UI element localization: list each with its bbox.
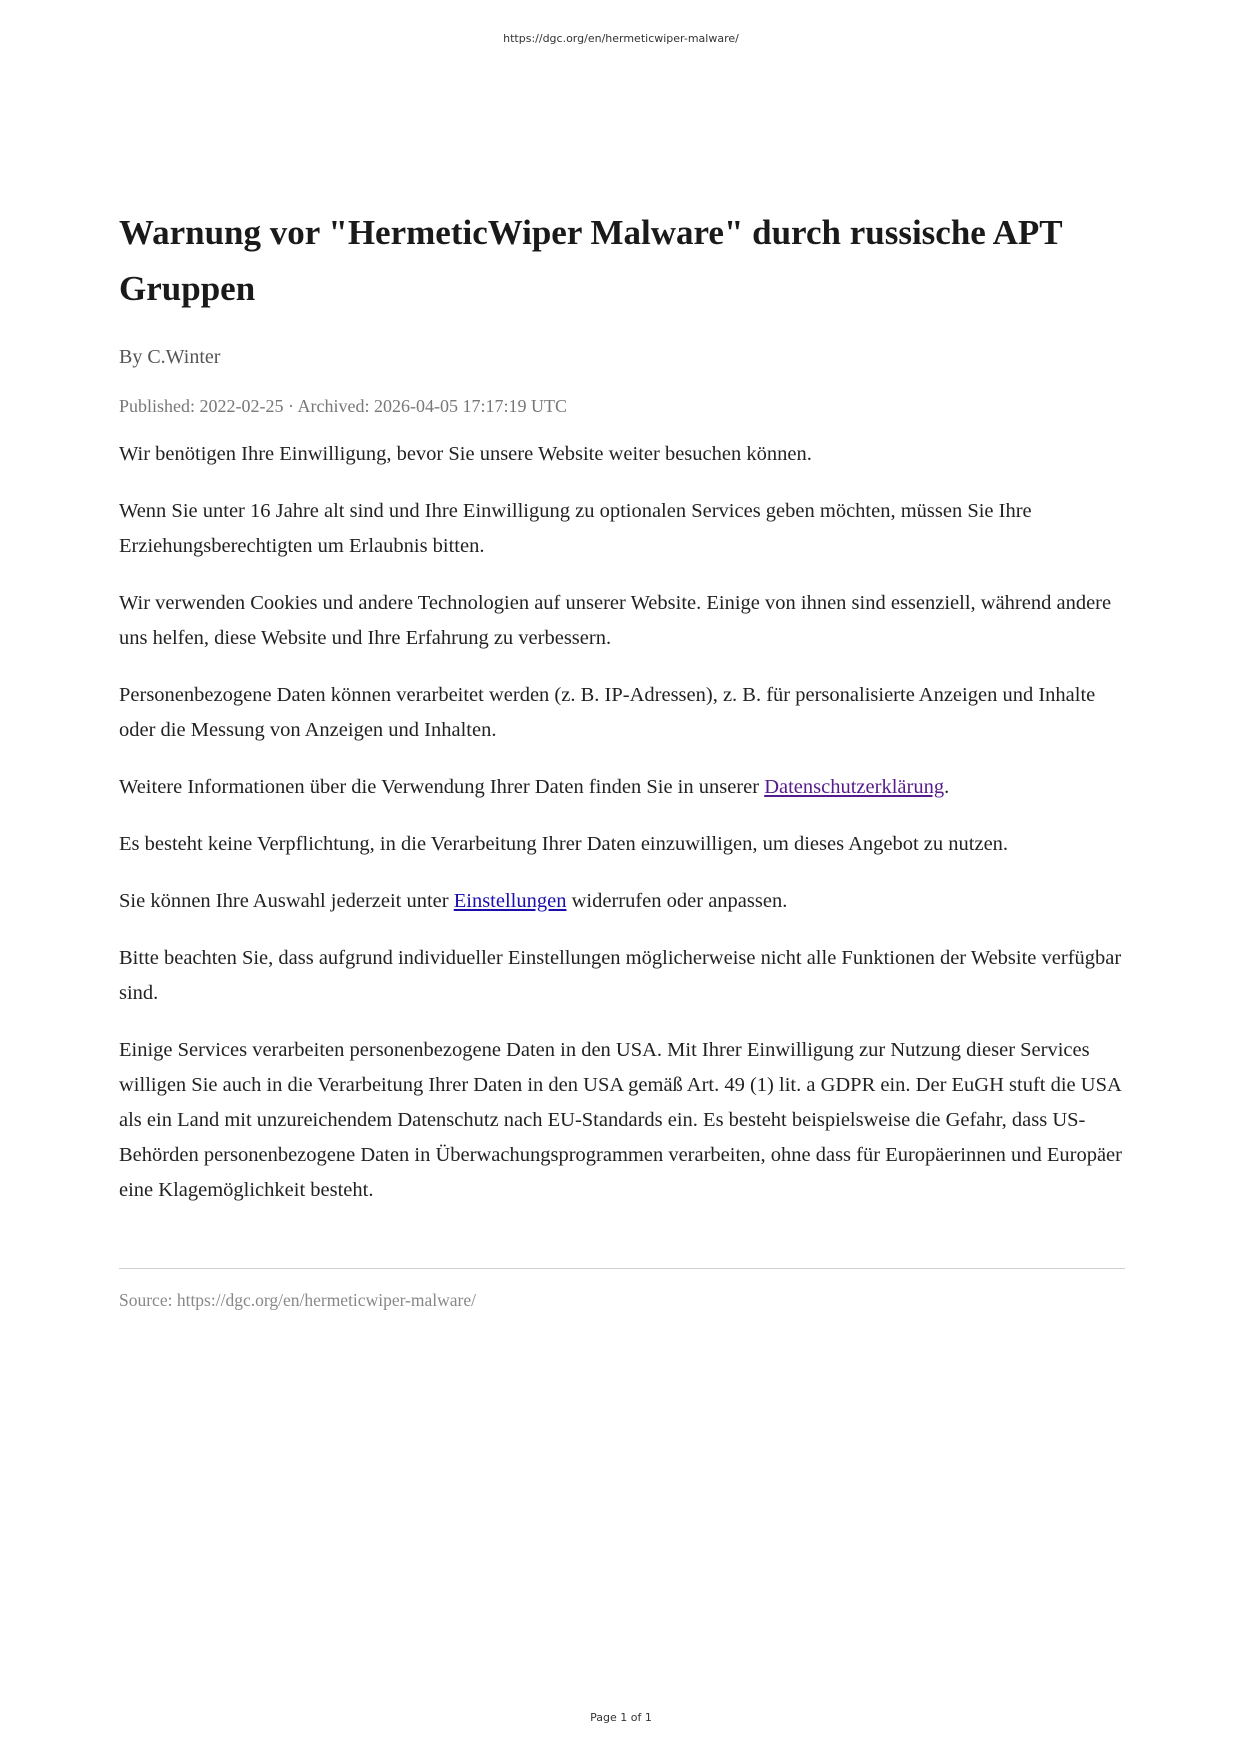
page-number: Page 1 of 1 (590, 1711, 652, 1724)
paragraph-settings (119, 884, 1125, 919)
divider (119, 1268, 1125, 1269)
article-byline: By C.Winter (119, 346, 221, 368)
paragraph-usa: Einige Services verarbeiten personenbezogene Daten in den USA. Mit Ihrer Einwilligung zur Nutzung dieser Services willigen Sie auch in die Verarbeitung Ihrer Daten in den USA gemäß Art. 49 (1) lit. a GDPR ein. Der EuGH stuft die USA als ein Land mit unzureichendem Datenschutz nach EU-Standards ein. Es besteht beispielsweise die Gefahr, dass US-Behörden personenbezogene Daten in Überwachungsprogrammen verarbeiten, ohne dass für Europäerinnen und Europäer eine Klagemöglichkeit besteht. (119, 1039, 1122, 1201)
paragraph-consent: Wir benötigen Ihre Einwilligung, bevor Sie unsere Website weiter besuchen können. (119, 443, 812, 465)
privacy-policy-link[interactable]: Datenschutzerklärung (764, 776, 945, 798)
paragraph-privacy-info-end: . (944, 776, 950, 798)
paragraph-age: Wenn Sie unter 16 Jahre alt sind und Ihre Einwilligung zu optionalen Services geben möchten, müssen Sie Ihre Erziehungsberechtigten um Erlaubnis bitten. (119, 500, 1032, 557)
paragraph-privacy-info (119, 770, 1125, 805)
article-title: Warnung vor "HermeticWiper Malware" durch russische APT Gruppen (119, 213, 1063, 308)
page-header-url: https://dgc.org/en/hermeticwiper-malware/ (503, 32, 739, 45)
paragraph-no-obligation: Es besteht keine Verpflichtung, in die Verarbeitung Ihrer Daten einzuwilligen, um dieses Angebot zu nutzen. (119, 833, 1009, 855)
paragraph-privacy-info-text: Weitere Informationen über die Verwendung Ihrer Daten finden Sie in unserer (119, 776, 765, 798)
paragraph-cookies: Wir verwenden Cookies und andere Technologien auf unserer Website. Einige von ihnen sind essenziell, während andere uns helfen, diese Website und Ihre Erfahrung zu verbessern. (119, 592, 1112, 649)
article (119, 205, 1125, 1313)
source-line: Source: https://dgc.org/en/hermeticwiper-malware/ (119, 1290, 476, 1310)
settings-link[interactable]: Einstellungen (453, 890, 567, 912)
article-meta: Published: 2022-02-25 · Archived: 2026-04-05 17:17:19 UTC (119, 396, 567, 416)
paragraph-personal-data: Personenbezogene Daten können verarbeitet werden (z. B. IP-Adressen), z. B. für personalisierte Anzeigen und Inhalte oder die Messung von Anzeigen und Inhalten. (119, 684, 1096, 741)
paragraph-functions: Bitte beachten Sie, dass aufgrund individueller Einstellungen möglicherweise nicht alle Funktionen der Website verfügbar sind. (119, 947, 1122, 1004)
paragraph-settings-end: widerrufen oder anpassen. (566, 890, 788, 912)
paragraph-settings-text: Sie können Ihre Auswahl jederzeit unter (119, 890, 454, 912)
